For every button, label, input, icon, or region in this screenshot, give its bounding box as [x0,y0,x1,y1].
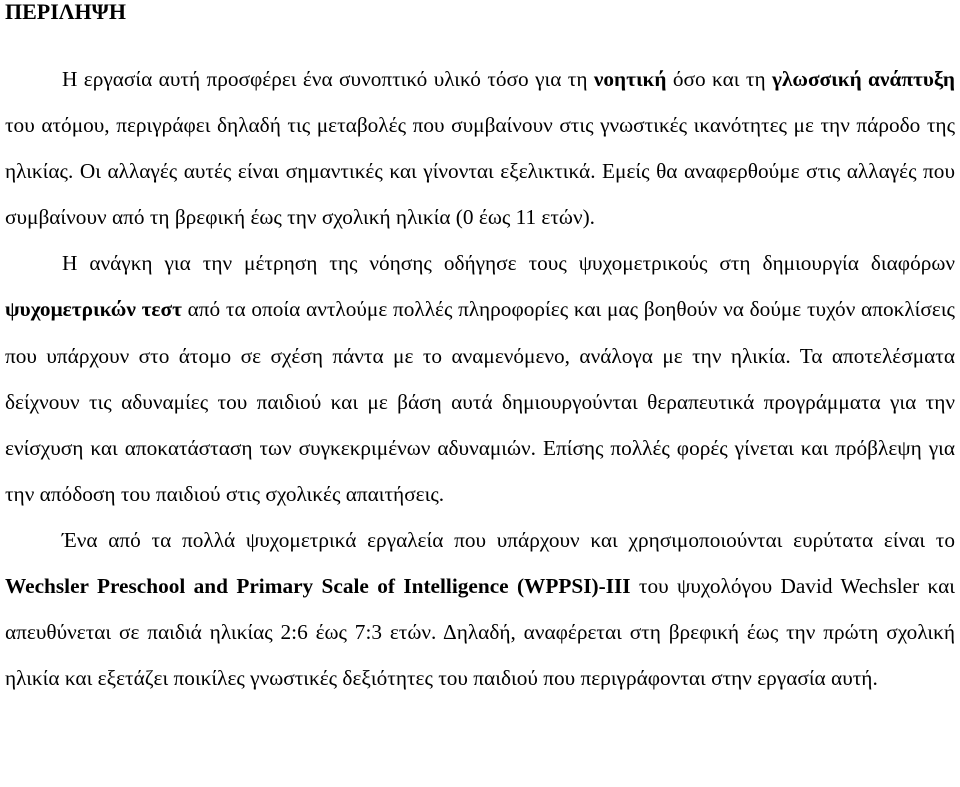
paragraph-1-bold-term-1: νοητική [593,67,667,91]
document-page [5,0,955,701]
paragraph-2-text: από τα οποία αντλούμε πολλές πληροφορίες και μας βοηθούν να δούμε τυχόν αποκλίσεις που υπάρχουν στο άτομο σε σχέση πάντα με το αναμενόμενο, ανάλογα με την ηλικία. Τα αποτελέσματα δείχνουν τις αδυναμίες του παιδιού και με βάση αυτά δημιουργούνται θεραπευτικά προγράμματα για την ενίσχυση και αποκατάσταση των συγκεκριμένων αδυναμιών. Επίσης πολλές φορές γίνεται και πρόβλεψη για την απόδοση του παιδιού στις σχολικές απαιτήσεις. [5,297,955,506]
paragraph-3-text: Ένα από τα πολλά ψυχομετρικά εργαλεία που υπάρχουν και χρησιμοποιούνται ευρύτατα είναι το [62,527,955,552]
paragraph-1-text: του ατόμου, περιγράφει δηλαδή τις μεταβολές που συμβαίνουν στις γνωστικές ικανότητες με την πάροδο της ηλικίας. Οι αλλαγές αυτές είναι σημαντικές και γίνονται εξελικτικά. Εμείς θα αναφερθούμε στις αλλαγές που συμβαίνουν από τη βρεφική έως την σχολική ηλικία (0 έως 11 ετών). [5,113,955,230]
paragraph-1-text: Η εργασία αυτή προσφέρει ένα συνοπτικό υλικό τόσο για τη [62,67,594,91]
paragraph-2 [5,240,955,517]
paragraph-3-text: του ψυχολόγου David Wechsler και απευθύνεται σε παιδιά ηλικίας 2:6 έως 7:3 ετών. Δηλαδή, αναφέρεται στη βρεφική έως την πρώτη σχολική ηλικία και εξετάζει ποικίλες γνωστικές δεξιότητες του παιδιού που περιγράφονται στην εργασία αυτή. [5,574,955,691]
paragraph-3-bold-term: Wechsler Preschool and Primary Scale of Intelligence (WPPSI)-III [5,574,631,599]
paragraph-1 [5,56,955,240]
document-title: ΠΕΡΙΛΗΨΗ [5,0,126,24]
paragraph-2-text: Η ανάγκη για την μέτρηση της νόησης οδήγησε τους ψυχομετρικούς στη δημιουργία διαφόρων [62,251,955,276]
paragraph-1-text: όσο και τη [666,67,772,91]
paragraph-2-bold-term: ψυχομετρικών τεστ [5,297,182,322]
paragraph-3 [5,517,955,701]
paragraph-1-bold-term-2: γλωσσική ανάπτυξη [771,67,956,91]
